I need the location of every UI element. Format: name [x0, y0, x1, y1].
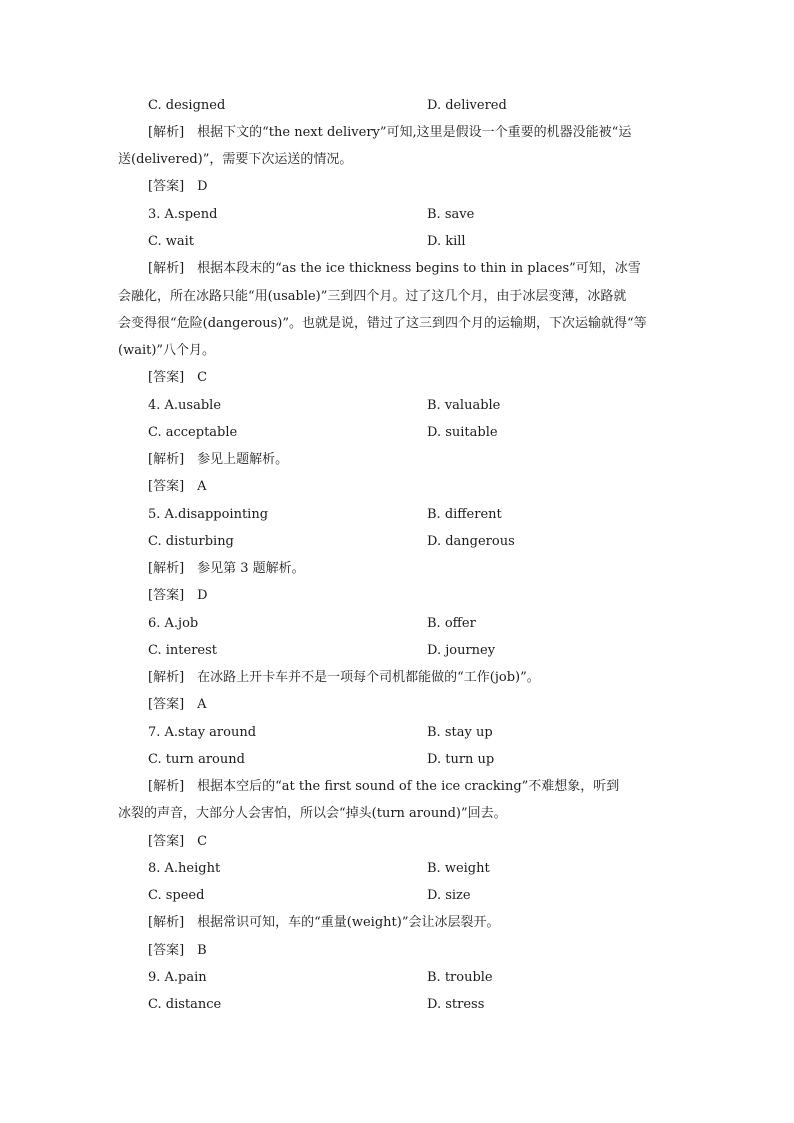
- options-row: [118, 228, 678, 255]
- option-a: 4. A.usable: [148, 398, 222, 413]
- analysis-text: 送(delivered)”，需要下次运送的情况。: [118, 152, 353, 167]
- analysis-line: [118, 255, 678, 282]
- analysis-line: [118, 446, 678, 473]
- options-row: [118, 719, 678, 746]
- option-c: C. distance: [148, 997, 222, 1012]
- option-b: B. weight: [427, 861, 490, 876]
- answer-line: [118, 828, 678, 855]
- options-row: [118, 392, 678, 419]
- answer-line: [118, 173, 678, 200]
- options-row: [118, 528, 678, 555]
- options-row: [118, 610, 678, 637]
- option-d: D. suitable: [427, 425, 498, 440]
- analysis-line: [118, 800, 678, 827]
- option-b: B. different: [427, 507, 502, 522]
- analysis-text: (wait)”八个月。: [118, 343, 216, 358]
- option-d: D. stress: [427, 997, 485, 1012]
- option-d: D. turn up: [427, 752, 495, 767]
- option-d: D. journey: [427, 643, 496, 658]
- answer-line: [118, 937, 678, 964]
- analysis-line: [118, 909, 678, 936]
- answer-text: [答案] B: [148, 943, 207, 958]
- options-row: [118, 855, 678, 882]
- option-a: 5. A.disappointing: [148, 507, 269, 522]
- options-row: [118, 201, 678, 228]
- answer-text: [答案] D: [148, 588, 208, 603]
- analysis-line: [118, 337, 678, 364]
- option-a: 9. A.pain: [148, 970, 207, 985]
- answer-text: [答案] A: [148, 479, 207, 494]
- option-d: D. size: [427, 888, 471, 903]
- answer-line: [118, 364, 678, 391]
- options-row: [118, 419, 678, 446]
- analysis-text: [解析] 根据常识可知，车的“重量(weight)”会让冰层裂开。: [148, 915, 500, 930]
- analysis-text: [解析] 参见上题解析。: [148, 452, 289, 467]
- analysis-line: [118, 146, 678, 173]
- option-c: C. turn around: [148, 752, 245, 767]
- analysis-text: [解析] 根据下文的“the next delivery”可知,这里是假设一个重要的机器没能被“运: [148, 125, 632, 140]
- option-b: B. offer: [427, 616, 476, 631]
- analysis-text: [解析] 参见第 3 题解析。: [148, 561, 305, 576]
- option-b: B. save: [427, 207, 475, 222]
- options-row: [118, 92, 678, 119]
- analysis-text: [解析] 根据本空后的“at the first sound of the ice cracking”不难想象，听到: [148, 779, 620, 794]
- answer-text: [答案] C: [148, 834, 208, 849]
- options-row: [118, 746, 678, 773]
- analysis-line: [118, 664, 678, 691]
- option-b: B. valuable: [427, 398, 501, 413]
- option-a: 3. A.spend: [148, 207, 218, 222]
- analysis-line: [118, 310, 678, 337]
- option-d: D. dangerous: [427, 534, 515, 549]
- option-b: B. stay up: [427, 725, 493, 740]
- options-row: [118, 964, 678, 991]
- analysis-line: [118, 555, 678, 582]
- option-c: C. acceptable: [148, 425, 238, 440]
- options-row: [118, 882, 678, 909]
- analysis-text: [解析] 根据本段末的“as the ice thickness begins to thin in places”可知，冰雪: [148, 261, 641, 276]
- analysis-text: 会变得很“危险(dangerous)”。也就是说，错过了这三到四个月的运输期，下次运输就得“等: [118, 316, 647, 331]
- option-a: 8. A.height: [148, 861, 221, 876]
- answer-line: [118, 582, 678, 609]
- option-c: C. interest: [148, 643, 217, 658]
- analysis-line: [118, 773, 678, 800]
- option-c: C. disturbing: [148, 534, 234, 549]
- option-b: B. trouble: [427, 970, 493, 985]
- option-a: 6. A.job: [148, 616, 199, 631]
- answer-line: [118, 691, 678, 718]
- analysis-line: [118, 119, 678, 146]
- option-d: D. delivered: [427, 98, 507, 113]
- option-d: D. kill: [427, 234, 466, 249]
- options-row: [118, 637, 678, 664]
- answer-text: [答案] A: [148, 697, 207, 712]
- answer-text: [答案] D: [148, 179, 208, 194]
- option-c: C. wait: [148, 234, 195, 249]
- option-a: 7. A.stay around: [148, 725, 257, 740]
- options-row: [118, 991, 678, 1018]
- analysis-text: 冰裂的声音，大部分人会害怕，所以会“掉头(turn around)”回去。: [118, 806, 507, 821]
- options-row: [118, 501, 678, 528]
- answer-line: [118, 473, 678, 500]
- analysis-line: [118, 283, 678, 310]
- option-c: C. speed: [148, 888, 205, 903]
- answer-text: [答案] C: [148, 370, 208, 385]
- analysis-text: [解析] 在冰路上开卡车并不是一项每个司机都能做的“工作(job)”。: [148, 670, 540, 685]
- option-c: C. designed: [148, 98, 226, 113]
- analysis-text: 会融化，所在冰路只能“用(usable)”三到四个月。过了这几个月，由于冰层变薄，冰路就: [118, 289, 627, 304]
